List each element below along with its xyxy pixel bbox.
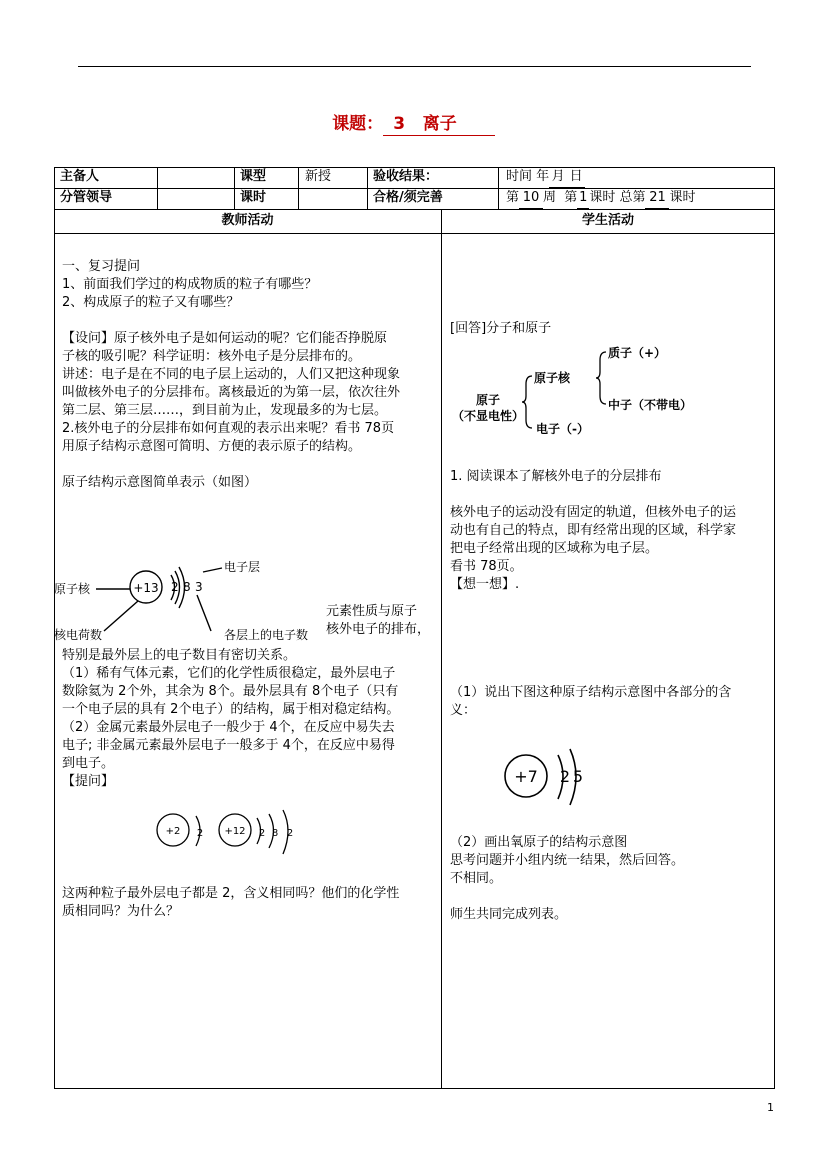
- text-line: 质相同吗？为什么？: [62, 904, 180, 919]
- nitrogen-charge: +7: [514, 767, 538, 786]
- text-line: 思考问题并小组内统一结果，然后回答。: [450, 853, 685, 868]
- text-line: 核外电子的排布，: [326, 622, 431, 637]
- text-line: 不相同。: [450, 871, 503, 886]
- text-line: 【想一想】.: [450, 577, 520, 592]
- text-line: 用原子结构示意图可简明、方便的表示原子的结构。: [62, 439, 362, 454]
- text-line: 2.核外电子的分层排布如何直观的表示出来呢？看书 78页: [62, 421, 395, 436]
- text-line: 1、前面我们学过的构成物质的粒子有哪些？: [62, 277, 318, 292]
- teacher-side-text: [326, 603, 430, 639]
- title-prefix: 课题：: [332, 114, 384, 134]
- shell-count: 3: [195, 580, 203, 594]
- atom-structure-diagram: [54, 555, 334, 645]
- table-col-divider: [234, 167, 235, 209]
- table-col-divider: [298, 167, 299, 209]
- teacher-question-text: [62, 885, 399, 921]
- leader-label: 分管领导: [60, 190, 113, 205]
- teacher-stability-text: [62, 647, 399, 791]
- day-field: 日: [567, 167, 585, 188]
- table-row-divider: [54, 233, 775, 234]
- text-line: 第二层、第三层……，到目前为止，发现最多的为七层。: [62, 403, 388, 418]
- shell-count: 2: [258, 828, 266, 839]
- shell-count: 2: [171, 580, 179, 594]
- answer-line: [回答]分子和原子: [450, 321, 552, 336]
- title-number: 3: [393, 114, 406, 134]
- check-result-value: 合格/须完善: [373, 190, 443, 205]
- text-line: [62, 312, 400, 330]
- tree-neutron: 中子（不带电）: [608, 398, 693, 412]
- text-line: 看书 78页。: [450, 559, 523, 574]
- student-tasks-text: [450, 834, 684, 924]
- time-field: [506, 167, 585, 188]
- text-line: （2）画出氧原子的结构示意图: [450, 835, 628, 850]
- text-line: 师生共同完成列表。: [450, 907, 568, 922]
- text-line: 叫做核外电子的分层排布。离核最近的为第一层，依次往外: [62, 385, 401, 400]
- text-line: （1）稀有气体元素，它们的化学性质很稳定，最外层电子: [62, 666, 396, 681]
- total-number: 21: [645, 188, 669, 209]
- pointer-line: [203, 568, 222, 572]
- tree-proton: 质子（+）: [608, 346, 667, 360]
- charge-label: 核电荷数: [54, 628, 103, 642]
- tree-brace: [596, 352, 606, 404]
- table-col-divider: [367, 167, 368, 209]
- check-result-label: 验收结果：: [373, 169, 439, 184]
- shell-count: 2: [196, 828, 204, 839]
- total-unit: 课时: [669, 190, 696, 205]
- period-info: [506, 188, 696, 209]
- table-col-divider: [441, 209, 442, 1089]
- nucleus-charge: +13: [133, 581, 159, 595]
- text-line: 讲述：电子是在不同的电子层上运动的，人们又把这种现象: [62, 367, 401, 382]
- text-line: 把电子经常出现的区域称为电子层。: [450, 541, 659, 556]
- shell-count: 2: [286, 828, 294, 839]
- text-line: 一、复习提问: [62, 259, 141, 274]
- nucleus-label: 原子核: [54, 582, 91, 596]
- lesson-type-label: 课型: [240, 169, 267, 184]
- student-column-header: 学生活动: [581, 213, 634, 228]
- text-line: 义：: [450, 703, 477, 718]
- electron-count-label: 各层上的电子数: [224, 628, 309, 642]
- text-line: 元素性质与原子: [326, 604, 418, 619]
- lesson-type-value: 新授: [305, 169, 332, 184]
- tree-nucleus: 原子核: [534, 371, 571, 385]
- text-line: 原子结构示意图简单表示（如图）: [62, 475, 258, 490]
- week-number: 10: [519, 188, 543, 209]
- pointer-line: [104, 601, 138, 631]
- shell-label: 电子层: [224, 560, 261, 574]
- week-unit: 周: [543, 190, 557, 205]
- magnesium-charge: +12: [224, 826, 246, 837]
- text-line: 电子; 非金属元素最外层电子一般多于 4个，在反应中易得: [62, 738, 395, 753]
- title-topic: [383, 113, 495, 136]
- table-col-divider: [498, 167, 499, 209]
- month-field: 月: [549, 167, 567, 188]
- text-line: 一个电子层的具有 2个电子）的结构，属于相对稳定结构。: [62, 702, 400, 717]
- student-question-1: [450, 684, 731, 720]
- text-line: [62, 456, 400, 474]
- tree-atom: 原子: [476, 393, 501, 407]
- text-line: （1）说出下图这种原子结构示意图中各部分的含: [450, 685, 732, 700]
- shell-count: 8: [271, 828, 279, 839]
- teacher-intro-text: [62, 258, 400, 492]
- atom-composition-tree: [448, 340, 718, 440]
- time-label: 时间 年: [506, 169, 550, 184]
- text-line: 动也有自己的特点，即有经常出现的区域，科学家: [450, 523, 737, 538]
- text-line: 到电子。: [62, 756, 115, 771]
- text-line: 数除氦为 2个外，其余为 8个。最外层具有 8个电子（只有: [62, 684, 399, 699]
- student-answer: [450, 320, 551, 338]
- period-prefix: 第: [564, 190, 578, 205]
- text-line: 子核的吸引呢？科学证明：核外电子是分层排布的。: [62, 349, 362, 364]
- text-line: 这两种粒子最外层电子都是 2，含义相同吗？他们的化学性: [62, 886, 400, 901]
- pointer-line: [197, 595, 211, 631]
- helium-charge: +2: [165, 826, 181, 837]
- nitrogen-atom-diagram: [498, 745, 598, 809]
- text-line: [450, 486, 736, 504]
- title-name: 离子: [422, 114, 457, 134]
- period-unit: 课时: [589, 190, 616, 205]
- page-number: 1: [767, 1101, 774, 1114]
- shell-count: 2: [559, 767, 571, 786]
- total-prefix: 总第: [619, 190, 646, 205]
- text-line: 核外电子的运动没有固定的轨道，但核外电子的运: [450, 505, 737, 520]
- period-label: 课时: [240, 190, 267, 205]
- top-rule: [78, 66, 751, 67]
- text-line: 【提问】: [62, 774, 115, 789]
- text-line: 【设问】原子核外电子是如何运动的呢？它们能否挣脱原: [62, 331, 388, 346]
- tree-electron: 电子（-）: [536, 422, 589, 436]
- tree-atom-note: （不显电性）: [452, 409, 525, 423]
- text-line: 2、构成原子的粒子又有哪些？: [62, 295, 240, 310]
- preparer-label: 主备人: [60, 169, 100, 184]
- text-line: 1. 阅读课本了解核外电子的分层排布: [450, 469, 662, 484]
- lesson-title: [0, 113, 827, 136]
- text-line: [450, 888, 684, 906]
- week-prefix: 第: [506, 190, 520, 205]
- text-line: 特别是最外层上的电子数目有密切关系。: [62, 648, 297, 663]
- shell-count: 5: [572, 767, 584, 786]
- student-reading-text: [450, 468, 736, 594]
- shell-count: 8: [183, 580, 191, 594]
- table-row-divider: [54, 209, 775, 210]
- period-number: 1: [577, 188, 589, 209]
- atom-pair-diagram: [150, 806, 320, 856]
- table-col-divider: [157, 167, 158, 209]
- text-line: （2）金属元素最外层电子一般少于 4个，在反应中易失去: [62, 720, 395, 735]
- teacher-column-header: 教师活动: [221, 213, 274, 228]
